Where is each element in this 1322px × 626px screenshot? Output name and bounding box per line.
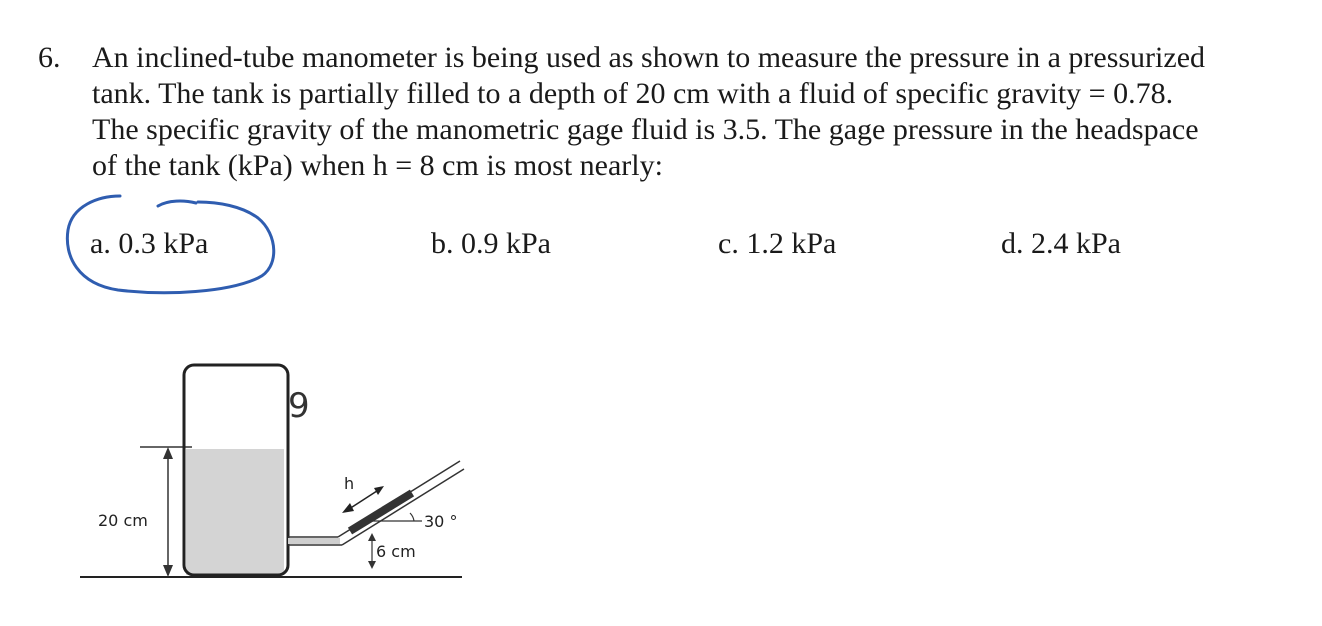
inclined-tube-bottom-wall [342,469,464,545]
offset-arrow-top [368,533,376,541]
depth-arrow-bottom [163,565,173,577]
tank-fluid [186,449,284,575]
choice-b: b. 0.9 kPa [431,227,551,260]
h-arrow-left [342,503,354,513]
gauge-icon: 9 [288,386,310,426]
h-label: h [344,474,355,493]
gage-fluid-column [350,493,412,531]
manometer-diagram [80,355,480,595]
offset-label: 6 cm [376,542,416,561]
depth-arrow-top [163,447,173,459]
question-number: 6. [38,41,61,74]
depth-label: 20 cm [98,511,148,530]
question-text: An inclined-tube manometer is being used as shown to measure the pressure in a pressurized tank. The tank is partially filled to a depth of 20 cm with a fluid of specific gravity = 0.78. The specific gravity of the manometric gage fluid is 3.5. The gage pressure in the headspace of the tank (kPa) when h = 8 cm is most nearly: [92,41,1206,182]
h-arrow-right [374,486,384,495]
choice-a: a. 0.3 kPa [90,227,209,260]
angle-label: 30 ° [424,512,458,531]
offset-arrow-bottom [368,561,376,569]
choice-c: c. 1.2 kPa [718,227,837,260]
circle-stroke-end [158,201,196,206]
choice-d: d. 2.4 kPa [1001,227,1121,260]
angle-arc [410,513,414,521]
tube-fluid [288,538,340,544]
